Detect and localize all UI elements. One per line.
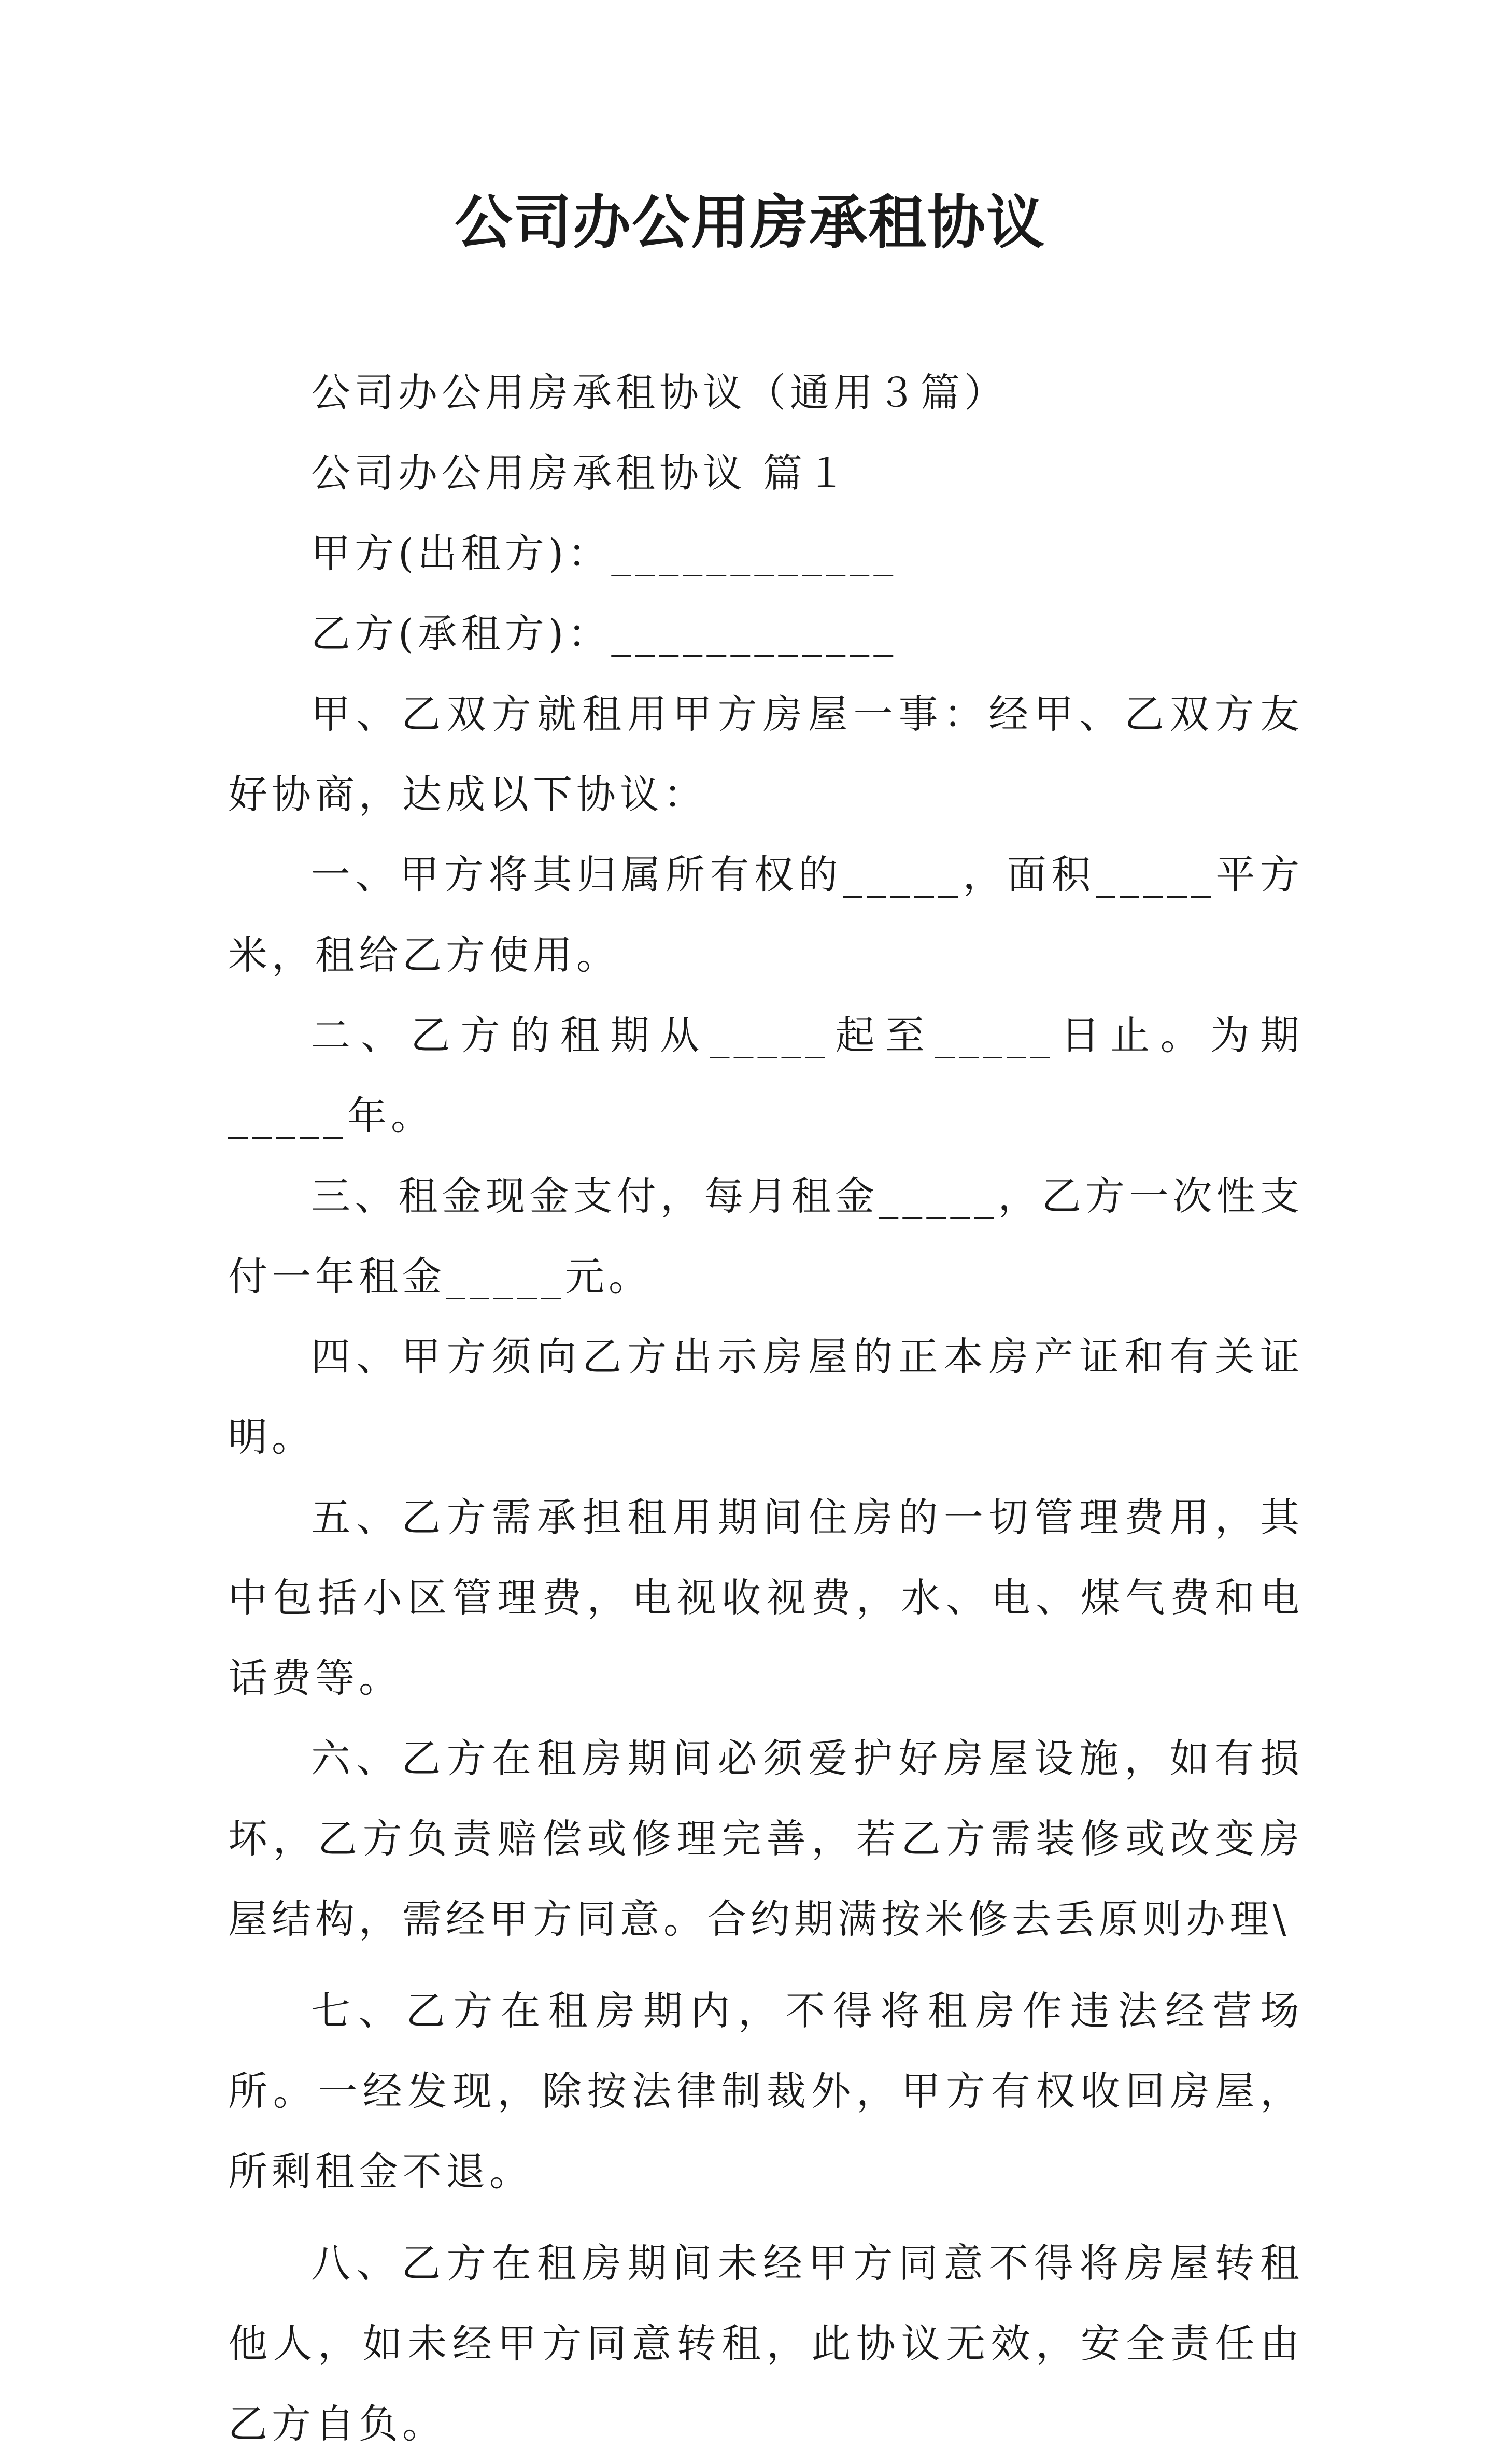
clause-4: 四、甲方须向乙方出示房屋的正本房产证和有关证明。 — [228, 1334, 1304, 1460]
party-b-line: 乙方(承租方)：____________ — [311, 611, 898, 657]
section-heading: 公司办公用房承租协议 篇１ — [311, 450, 851, 496]
document-body — [228, 352, 1304, 2464]
clause-7: 七、乙方在租房期内，不得将租房作违法经营场所。一经发现，除按法律制裁外，甲方有权收回房屋，所剩租金不退。 — [228, 1988, 1304, 2194]
clause-1: 一、甲方将其归属所有权的_____，面积_____平方米，租给乙方使用。 — [228, 852, 1304, 978]
clause-3: 三、租金现金支付，每月租金_____，乙方一次性支付一年租金_____元。 — [228, 1173, 1304, 1299]
clause-6: 六、乙方在租房期间必须爱护好房屋设施，如有损坏，乙方负责赔偿或修理完善，若乙方需装修或改变房屋结构，需经甲方同意。合约期满按米修去丢原则办理\ — [228, 1735, 1304, 1942]
preamble-paragraph: 甲、乙双方就租用甲方房屋一事：经甲、乙双方友好协商，达成以下协议： — [228, 691, 1304, 817]
clause-5: 五、乙方需承担租用期间住房的一切管理费用，其中包括小区管理费，电视收视费，水、电、煤气费和电话费等。 — [228, 1494, 1304, 1701]
document-title: 公司办公用房承租协议 — [455, 189, 1045, 257]
clause-8: 八、乙方在租房期间未经甲方同意不得将房屋转租他人，如未经甲方同意转租，此协议无效，安全责任由乙方自负。 — [228, 2240, 1304, 2447]
document-subtitle: 公司办公用房承租协议（通用３篇） — [311, 370, 1008, 416]
clause-2: 二、乙方的租期从_____起至_____日止。为期_____年。 — [228, 1012, 1304, 1139]
party-a-line: 甲方(出租方)：____________ — [311, 530, 898, 576]
